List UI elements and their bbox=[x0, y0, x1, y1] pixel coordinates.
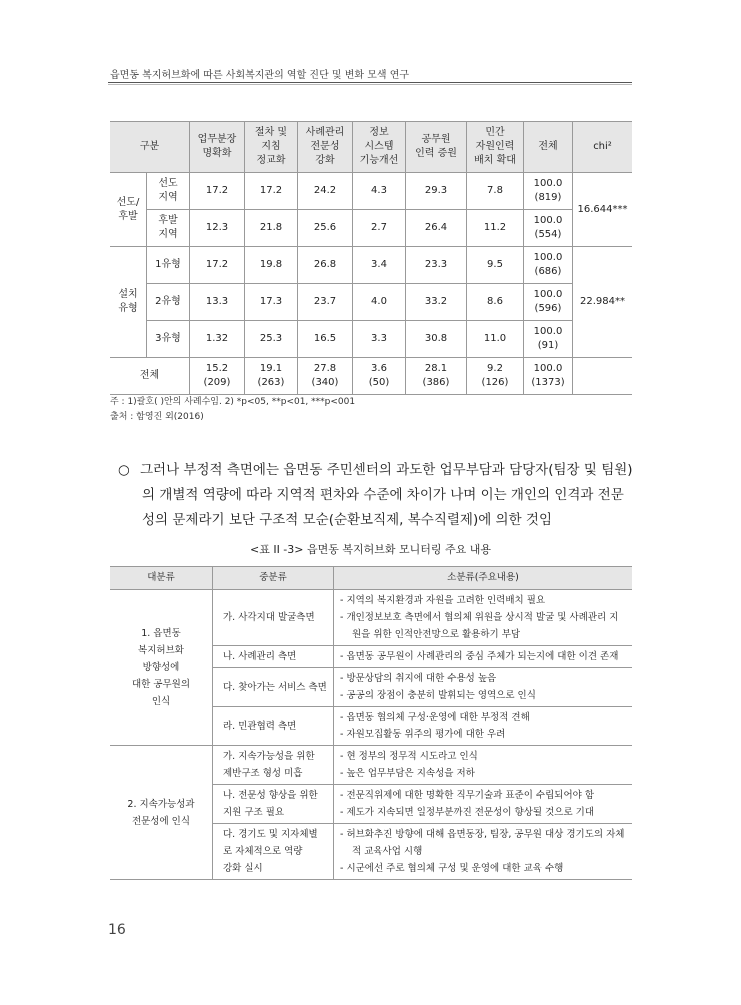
subcategory-cell: 가. 사각지대 발굴측면 bbox=[213, 590, 334, 646]
paragraph-line: 의 개별적 역량에 따라 지역적 편차와 수준에 차이가 나며 이는 개인의 인격과 전문 bbox=[142, 487, 624, 503]
col-header: 전체 bbox=[524, 122, 573, 173]
detail-cell bbox=[334, 668, 633, 707]
detail-item: - 지역의 복지환경과 자원을 고려한 인력배치 필요 bbox=[340, 595, 546, 606]
row-label: 1유형 bbox=[147, 247, 190, 284]
group-label: 설치 유형 bbox=[110, 247, 147, 358]
col-header: 소분류(주요내용) bbox=[334, 567, 633, 590]
cell: 33.2 bbox=[406, 284, 467, 321]
col-header: 구분 bbox=[110, 122, 190, 173]
detail-item: - 시군에선 주로 협의체 구성 및 운영에 대한 교육 수행 bbox=[340, 863, 564, 874]
cell: 17.3 bbox=[245, 284, 298, 321]
col-header: chi² bbox=[573, 122, 633, 173]
row-label: 2유형 bbox=[147, 284, 190, 321]
demand-table bbox=[110, 121, 632, 395]
cell: 29.3 bbox=[406, 173, 467, 210]
detail-item: - 공공의 장점이 충분히 발휘되는 영역으로 인식 bbox=[340, 690, 536, 701]
detail-item: - 읍면동 협의체 구성·운영에 대한 부정적 견해 bbox=[340, 712, 530, 723]
cell: 17.2 bbox=[190, 247, 245, 284]
row-label: 3유형 bbox=[147, 321, 190, 358]
cell: 11.2 bbox=[467, 210, 524, 247]
table-row bbox=[110, 321, 632, 358]
cell-total: 100.0 (1373) bbox=[524, 358, 573, 395]
cell: 30.8 bbox=[406, 321, 467, 358]
bullet-circle: ○ bbox=[118, 462, 130, 478]
row-label: 선도 지역 bbox=[147, 173, 190, 210]
cell: 3.3 bbox=[353, 321, 406, 358]
paragraph-line: 성의 문제라기 보단 구조적 모순(순환보직제, 복수직렬제)에 의한 것임 bbox=[142, 512, 553, 528]
cell: 1.32 bbox=[190, 321, 245, 358]
detail-cell bbox=[334, 824, 633, 880]
detail-item: - 전문직위제에 대한 명확한 직무기술과 표준이 수립되어야 함 bbox=[340, 790, 594, 801]
running-header: 읍면동 복지허브화에 따른 사회복지관의 역할 진단 및 변화 모색 연구 bbox=[110, 70, 410, 81]
cell: 12.3 bbox=[190, 210, 245, 247]
chi-value: 16.644*** bbox=[573, 173, 633, 247]
table-row bbox=[110, 210, 632, 247]
cell: 3.6 (50) bbox=[353, 358, 406, 395]
cell: 8.6 bbox=[467, 284, 524, 321]
cell-total: 100.0 (91) bbox=[524, 321, 573, 358]
col-header: 대분류 bbox=[110, 567, 213, 590]
col-header: 민간 자원인력 배치 확대 bbox=[467, 122, 524, 173]
header-rule-thin bbox=[108, 84, 632, 85]
cell: 19.1 (263) bbox=[245, 358, 298, 395]
table-row bbox=[110, 247, 632, 284]
cell: 19.8 bbox=[245, 247, 298, 284]
table-row bbox=[110, 284, 632, 321]
detail-cell bbox=[334, 746, 633, 785]
paragraph-line: 그러나 부정적 측면에는 읍면동 주민센터의 과도한 업무부담과 담당자(팀장 및 팀원) bbox=[140, 462, 633, 478]
detail-cell bbox=[334, 785, 633, 824]
cell: 25.6 bbox=[298, 210, 353, 247]
cell-total: 100.0 (686) bbox=[524, 247, 573, 284]
subcategory-cell: 나. 전문성 향상을 위한 지원 구조 필요 bbox=[213, 785, 334, 824]
cell-total: 100.0 (554) bbox=[524, 210, 573, 247]
cell: 17.2 bbox=[190, 173, 245, 210]
table-source: 출처 : 함영진 외(2016) bbox=[110, 412, 204, 422]
cell: 27.8 (340) bbox=[298, 358, 353, 395]
cell: 15.2 (209) bbox=[190, 358, 245, 395]
table-header-row bbox=[110, 567, 632, 590]
group-label: 선도/ 후발 bbox=[110, 173, 147, 247]
col-header: 절차 및 지침 정교화 bbox=[245, 122, 298, 173]
cell: 4.0 bbox=[353, 284, 406, 321]
row-label: 전체 bbox=[110, 358, 190, 395]
col-header: 업무분장 명확화 bbox=[190, 122, 245, 173]
cell: 23.3 bbox=[406, 247, 467, 284]
cell: 17.2 bbox=[245, 173, 298, 210]
detail-item: - 허브화추진 방향에 대해 읍면동장, 팀장, 공무원 대상 경기도의 자체적 교육사업 시행 bbox=[340, 829, 625, 857]
table-row bbox=[110, 746, 632, 785]
col-header: 정보 시스템 기능개선 bbox=[353, 122, 406, 173]
cell: 7.8 bbox=[467, 173, 524, 210]
detail-item: - 제도가 지속되면 일정부분까진 전문성이 향상될 것으로 기대 bbox=[340, 807, 594, 818]
col-header: 공무원 인력 증원 bbox=[406, 122, 467, 173]
subcategory-cell: 다. 경기도 및 지자체별 로 자체적으로 역량 강화 실시 bbox=[213, 824, 334, 880]
subcategory-cell: 가. 지속가능성을 위한 제반구조 형성 미흡 bbox=[213, 746, 334, 785]
table-total-row bbox=[110, 358, 632, 395]
cell: 23.7 bbox=[298, 284, 353, 321]
category-cell: 1. 읍면동 복지허브화 방향성에 대한 공무원의 인식 bbox=[110, 590, 213, 746]
monitoring-table bbox=[110, 566, 632, 880]
detail-cell bbox=[334, 590, 633, 646]
detail-item: - 개인정보보호 측면에서 협의체 위원을 상시적 발굴 및 사례관리 지원을 위한 인적안전망으로 활용하기 부담 bbox=[340, 612, 619, 640]
table-row bbox=[110, 173, 632, 210]
detail-item: - 읍면동 공무원이 사례관리의 중심 주체가 되는지에 대한 이견 존재 bbox=[340, 651, 619, 662]
cell: 21.8 bbox=[245, 210, 298, 247]
cell: 9.2 (126) bbox=[467, 358, 524, 395]
cell: 11.0 bbox=[467, 321, 524, 358]
chi-value: 22.984** bbox=[573, 247, 633, 358]
detail-item: - 자원모집활동 위주의 평가에 대한 우려 bbox=[340, 729, 506, 740]
cell-total: 100.0 (596) bbox=[524, 284, 573, 321]
cell: 3.4 bbox=[353, 247, 406, 284]
subcategory-cell: 나. 사례관리 측면 bbox=[213, 646, 334, 668]
cell: 26.8 bbox=[298, 247, 353, 284]
cell-total: 100.0 (819) bbox=[524, 173, 573, 210]
cell: 25.3 bbox=[245, 321, 298, 358]
page-number: 16 bbox=[108, 922, 126, 938]
detail-item: - 현 정부의 정무적 시도라고 인식 bbox=[340, 751, 478, 762]
detail-item: - 높은 업무부담은 지속성을 저하 bbox=[340, 768, 475, 779]
cell: 13.3 bbox=[190, 284, 245, 321]
cell: 24.2 bbox=[298, 173, 353, 210]
cell: 4.3 bbox=[353, 173, 406, 210]
subcategory-cell: 다. 찾아가는 서비스 측면 bbox=[213, 668, 334, 707]
cell: 9.5 bbox=[467, 247, 524, 284]
detail-cell bbox=[334, 707, 633, 746]
chi-empty bbox=[573, 358, 633, 395]
row-label: 후발 지역 bbox=[147, 210, 190, 247]
detail-cell bbox=[334, 646, 633, 668]
category-cell: 2. 지속가능성과 전문성에 인식 bbox=[110, 746, 213, 880]
col-header: 중분류 bbox=[213, 567, 334, 590]
header-rule bbox=[108, 82, 632, 83]
table-row bbox=[110, 590, 632, 646]
cell: 2.7 bbox=[353, 210, 406, 247]
cell: 16.5 bbox=[298, 321, 353, 358]
table-header-row bbox=[110, 122, 632, 173]
body-paragraph bbox=[118, 458, 648, 533]
col-header: 사례관리 전문성 강화 bbox=[298, 122, 353, 173]
cell: 28.1 (386) bbox=[406, 358, 467, 395]
table-note: 주 : 1)괄호( )안의 사례수임. 2) *p<05, **p<01, ***p<001 bbox=[110, 397, 356, 407]
detail-item: - 방문상담의 취지에 대한 수용성 높음 bbox=[340, 673, 497, 684]
cell: 26.4 bbox=[406, 210, 467, 247]
table-caption: <표 II -3> 읍면동 복지허브화 모니터링 주요 내용 bbox=[249, 543, 491, 556]
subcategory-cell: 라. 민관협력 측면 bbox=[213, 707, 334, 746]
